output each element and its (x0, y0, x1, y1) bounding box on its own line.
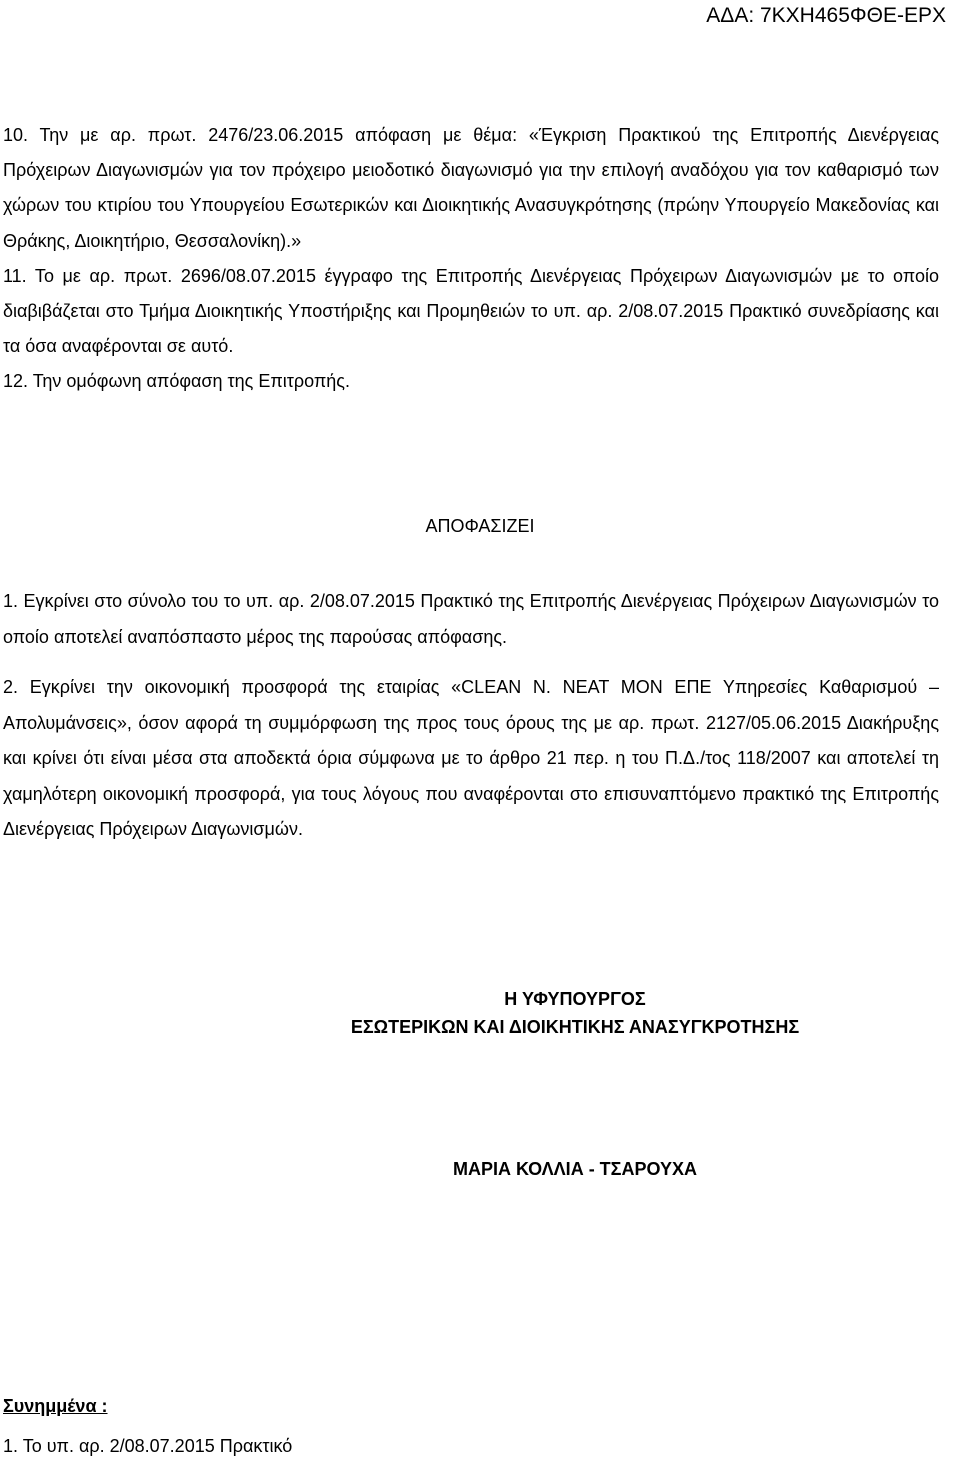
consideration-item-10: 10. Την με αρ. πρωτ. 2476/23.06.2015 απόφαση με θέμα: «Έγκριση Πρακτικού της Επιτροπής Διενέργειας Πρόχειρων Διαγωνισμών για τον πρόχειρο μειοδοτικό διαγωνισμό για την επιλογή αναδόχου για τον καθαρισμό των χώρων του κτιρίου του Υπουργείου Εσωτερικών και Διοικητικής Ανασυγκρότησης (πρώην Υπουργείο Μακεδονίας και Θράκης, Διοικητήριο, Θεσσαλονίκη).» (3, 125, 939, 251)
decision-item-1: 1. Εγκρίνει στο σύνολο του το υπ. αρ. 2/08.07.2015 Πρακτικό της Επιτροπής Διενέργειας Πρόχειρων Διαγωνισμών το οποίο αποτελεί αναπόσπαστο μέρος της παρούσας απόφασης. (3, 591, 939, 647)
consideration-item-11: 11. Το με αρ. πρωτ. 2696/08.07.2015 έγγραφο της Επιτροπής Διενέργειας Πρόχειρων Διαγωνισμών με το οποίο διαβιβάζεται στο Τμήμα Διοικητικής Υποστήριξης και Προμηθειών το υπ. αρ. 2/08.07.2015 Πρακτικό συνεδρίασης και τα όσα αναφέρονται σε αυτό. (3, 265, 939, 357)
considerations-list (3, 118, 939, 400)
signatory-name: ΜΑΡΙΑ ΚΟΛΛΙΑ - ΤΣΑΡΟΥΧΑ (452, 1159, 697, 1179)
attachment-item-1: 1. Το υπ. αρ. 2/08.07.2015 Πρακτικό (3, 1436, 293, 1456)
decision-item-2: 2. Εγκρίνει την οικονομική προσφορά της εταιρίας «CLEAN N. NEAT MON ΕΠΕ Υπηρεσίες Καθαρισμού – Απολυμάνσεις», όσον αφορά τη συμμόρφωση της προς τους όρους της με αρ. πρωτ. 2127/05.06.2015 Διακήρυξης και κρίνει ότι είναι μέσα στα αποδεκτά όρια σύμφωνα με το άρθρο 21 περ. η του Π.Δ./τος 118/2007 και αποτελεί τη χαμηλότερη οικονομική προσφορά, για τους λόγους που αναφέρονται στο επισυναπτόμενο πρακτικό της Επιτροπής Διενέργειας Πρόχειρων Διαγωνισμών. (3, 677, 939, 839)
signatory-title (0, 985, 960, 1041)
signatory-title-line-2: ΕΣΩΤΕΡΙΚΩΝ ΚΑΙ ΔΙΟΙΚΗΤΙΚΗΣ ΑΝΑΣΥΓΚΡΟΤΗΣΗΣ (350, 1017, 800, 1037)
decision-heading: ΑΠΟΦΑΣΙΖΕΙ (425, 516, 535, 536)
signatory-title-line-1: Η ΥΦΥΠΟΥΡΓΟΣ (504, 989, 646, 1009)
ada-code: ΑΔΑ: 7ΚΧΗ465ΦΘΕ-ΕΡΧ (706, 4, 946, 27)
consideration-item-12: 12. Την ομόφωνη απόφαση της Επιτροπής. (3, 371, 350, 392)
attachments-title: Συνημμένα : (3, 1396, 108, 1416)
decisions-list (3, 584, 939, 848)
